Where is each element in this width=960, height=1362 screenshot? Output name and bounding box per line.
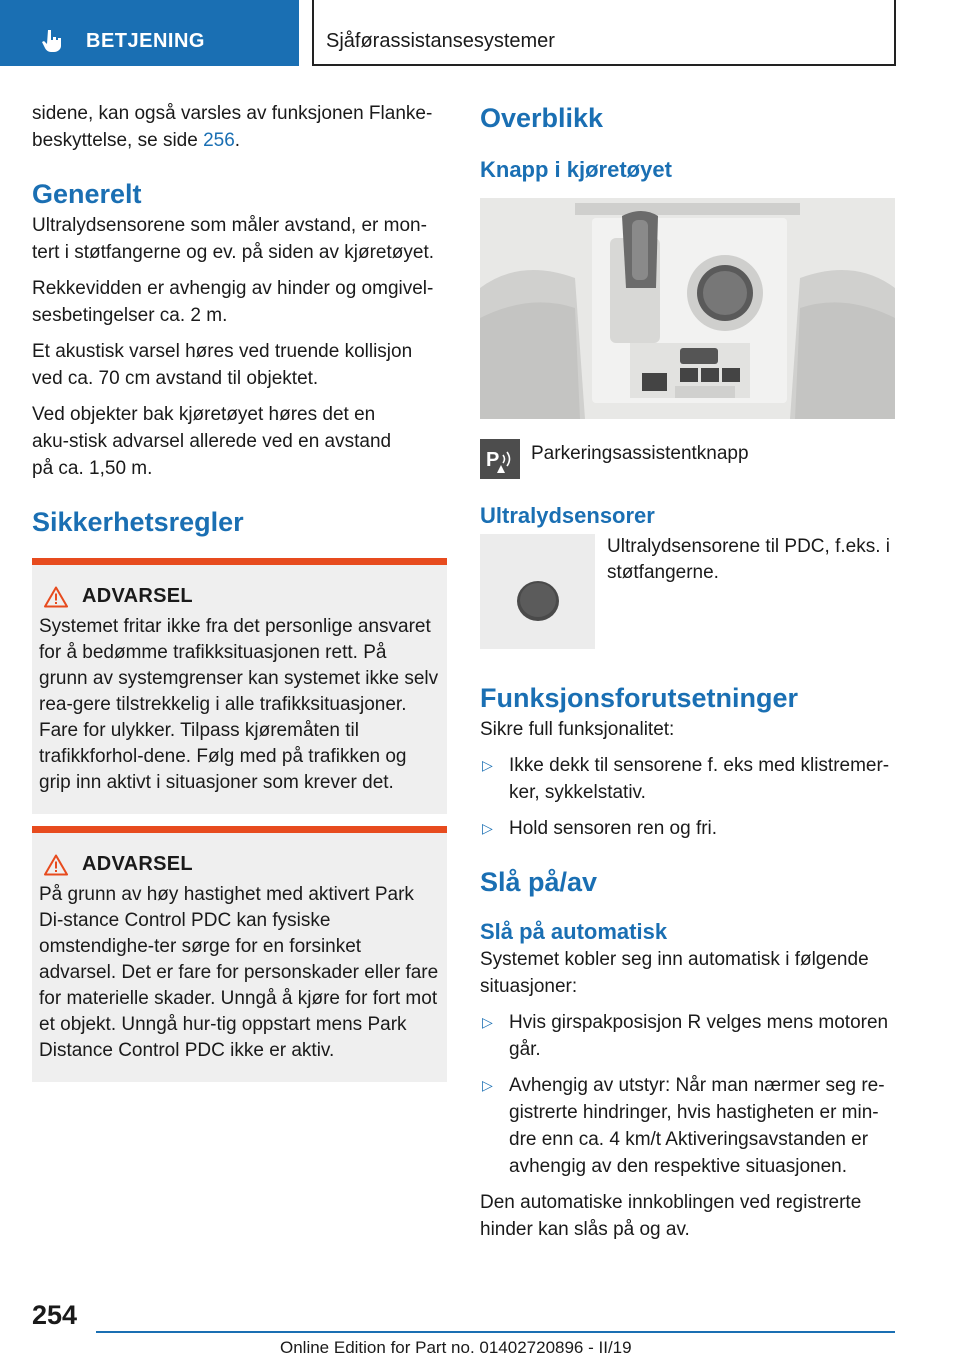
list-item: ▷ Ikke dekk til sensorene f. eks med klistremer-ker, sykkelstativ. [480,752,895,806]
heading-knapp: Knapp i kjøretøyet [480,157,672,182]
generelt-paragraph: Ultralydsensorene som måler avstand, er mon-tert i støtfangerne og ev. på siden av kjøretøyet. [32,215,434,263]
heading-sla-pa-av: Slå på/av [480,867,598,897]
warning-triangle-icon [44,854,68,876]
list-item: ▷ Hold sensoren ren og fri. [480,815,895,842]
heading-funksjonsforutsetninger: Funksjonsforutsetninger [480,683,799,713]
edition-text: Online Edition for Part no. 01402720896 - II/19 [280,1338,632,1357]
center-console-photo [480,198,895,419]
functions-list [480,752,895,842]
warning-title: ADVARSEL [82,853,193,875]
button-caption: Parkeringsassistentknapp [531,443,749,464]
warning-text: På grunn av høy hastighet med aktivert Park Di-stance Control PDC kan fysiske omstendighe-ter sørge for en forsinket advarsel. Det er fare for personskader eller fare for materielle skader. Unngå å kjøre for fort mot et objekt. Unngå hur-tig oppstart mens Park Distance Control PDC ikke er aktiv. [39,884,439,1061]
center-console-illustration [480,198,895,419]
warning-title: ADVARSEL [82,585,193,607]
warning-box [32,826,447,1082]
auto-intro: Systemet kobler seg inn automatisk i følgende situasjoner: [480,949,869,997]
section-title: Sjåførassistansesystemer [326,30,555,52]
warning-box [32,558,447,814]
svg-text:P: P [486,449,500,471]
heading-sla-pa-automatisk: Slå på automatisk [480,919,668,944]
heading-overblikk: Overblikk [480,103,604,133]
list-item: ▷ Hvis girspakposisjon R velges mens motoren går. [480,1009,895,1063]
heading-ultralydsensorer: Ultralydsensorer [480,503,655,528]
functions-intro: Sikre full funksjonalitet: [480,719,675,740]
chapter-label: BETJENING [86,30,205,52]
list-item: ▷ Avhengig av utstyr: Når man nærmer seg re-gistrerte hindringer, hvis hastigheten er min-dre enn ca. 4 km/t Aktiveringsavstanden er avhengig av den respektive situasjonen. [480,1072,895,1180]
section-header [312,0,896,66]
triangle-bullet-icon: ▷ [482,757,493,773]
caption-row [480,439,895,483]
triangle-bullet-icon: ▷ [482,1077,493,1093]
auto-list [480,1009,895,1180]
parking-assist-icon[interactable] [480,439,520,479]
ultrasonic-sensor-illustration [480,534,595,649]
left-column [32,100,447,1082]
sensor-text: Ultralydsensorene til PDC, f.eks. i støtfangerne. [607,536,890,583]
warning-triangle-icon [44,586,68,608]
sensor-image [480,534,595,649]
generelt-paragraph: Ved objekter bak kjøretøyet høres det en aku-stisk advarsel allerede ved en avstand på ca. 1,50 m. [32,404,392,479]
sensor-row [480,534,895,652]
chapter-tab[interactable] [0,0,299,66]
footer-divider [96,1331,895,1333]
triangle-bullet-icon: ▷ [482,820,493,836]
auto-outro: Den automatiske innkoblingen ved registrerte hinder kan slås på og av. [480,1192,862,1240]
heading-sikkerhetsregler: Sikkerhetsregler [32,507,244,537]
warning-text: Systemet fritar ikke fra det personlige ansvaret for å bedømme trafikksituasjonen rett. På grunn av systemgrenser kan systemet ikke selv rea-gere tilstrekkelig i alle trafikksituasjoner. Fare for ulykker. Tilpass kjøremåten til trafikkforhol-dene. Følg med på trafikken og grip inn aktivt i situasjoner som krever det. [39,616,439,793]
generelt-paragraph: Et akustisk varsel høres ved truende kollisjon ved ca. 70 cm avstand til objektet. [32,341,413,389]
hand-pointer-icon [40,28,66,54]
page-number: 254 [32,1300,78,1330]
page-link[interactable]: 256 [203,130,235,151]
generelt-paragraph: Rekkevidden er avhengig av hinder og omgivel-sesbetingelser ca. 2 m. [32,278,434,326]
triangle-bullet-icon: ▷ [482,1014,493,1030]
heading-generelt: Generelt [32,179,142,209]
intro-paragraph: sidene, kan også varsles av funksjonen Flanke-beskyttelse, se side 256. [32,103,433,151]
right-column [480,100,895,1252]
